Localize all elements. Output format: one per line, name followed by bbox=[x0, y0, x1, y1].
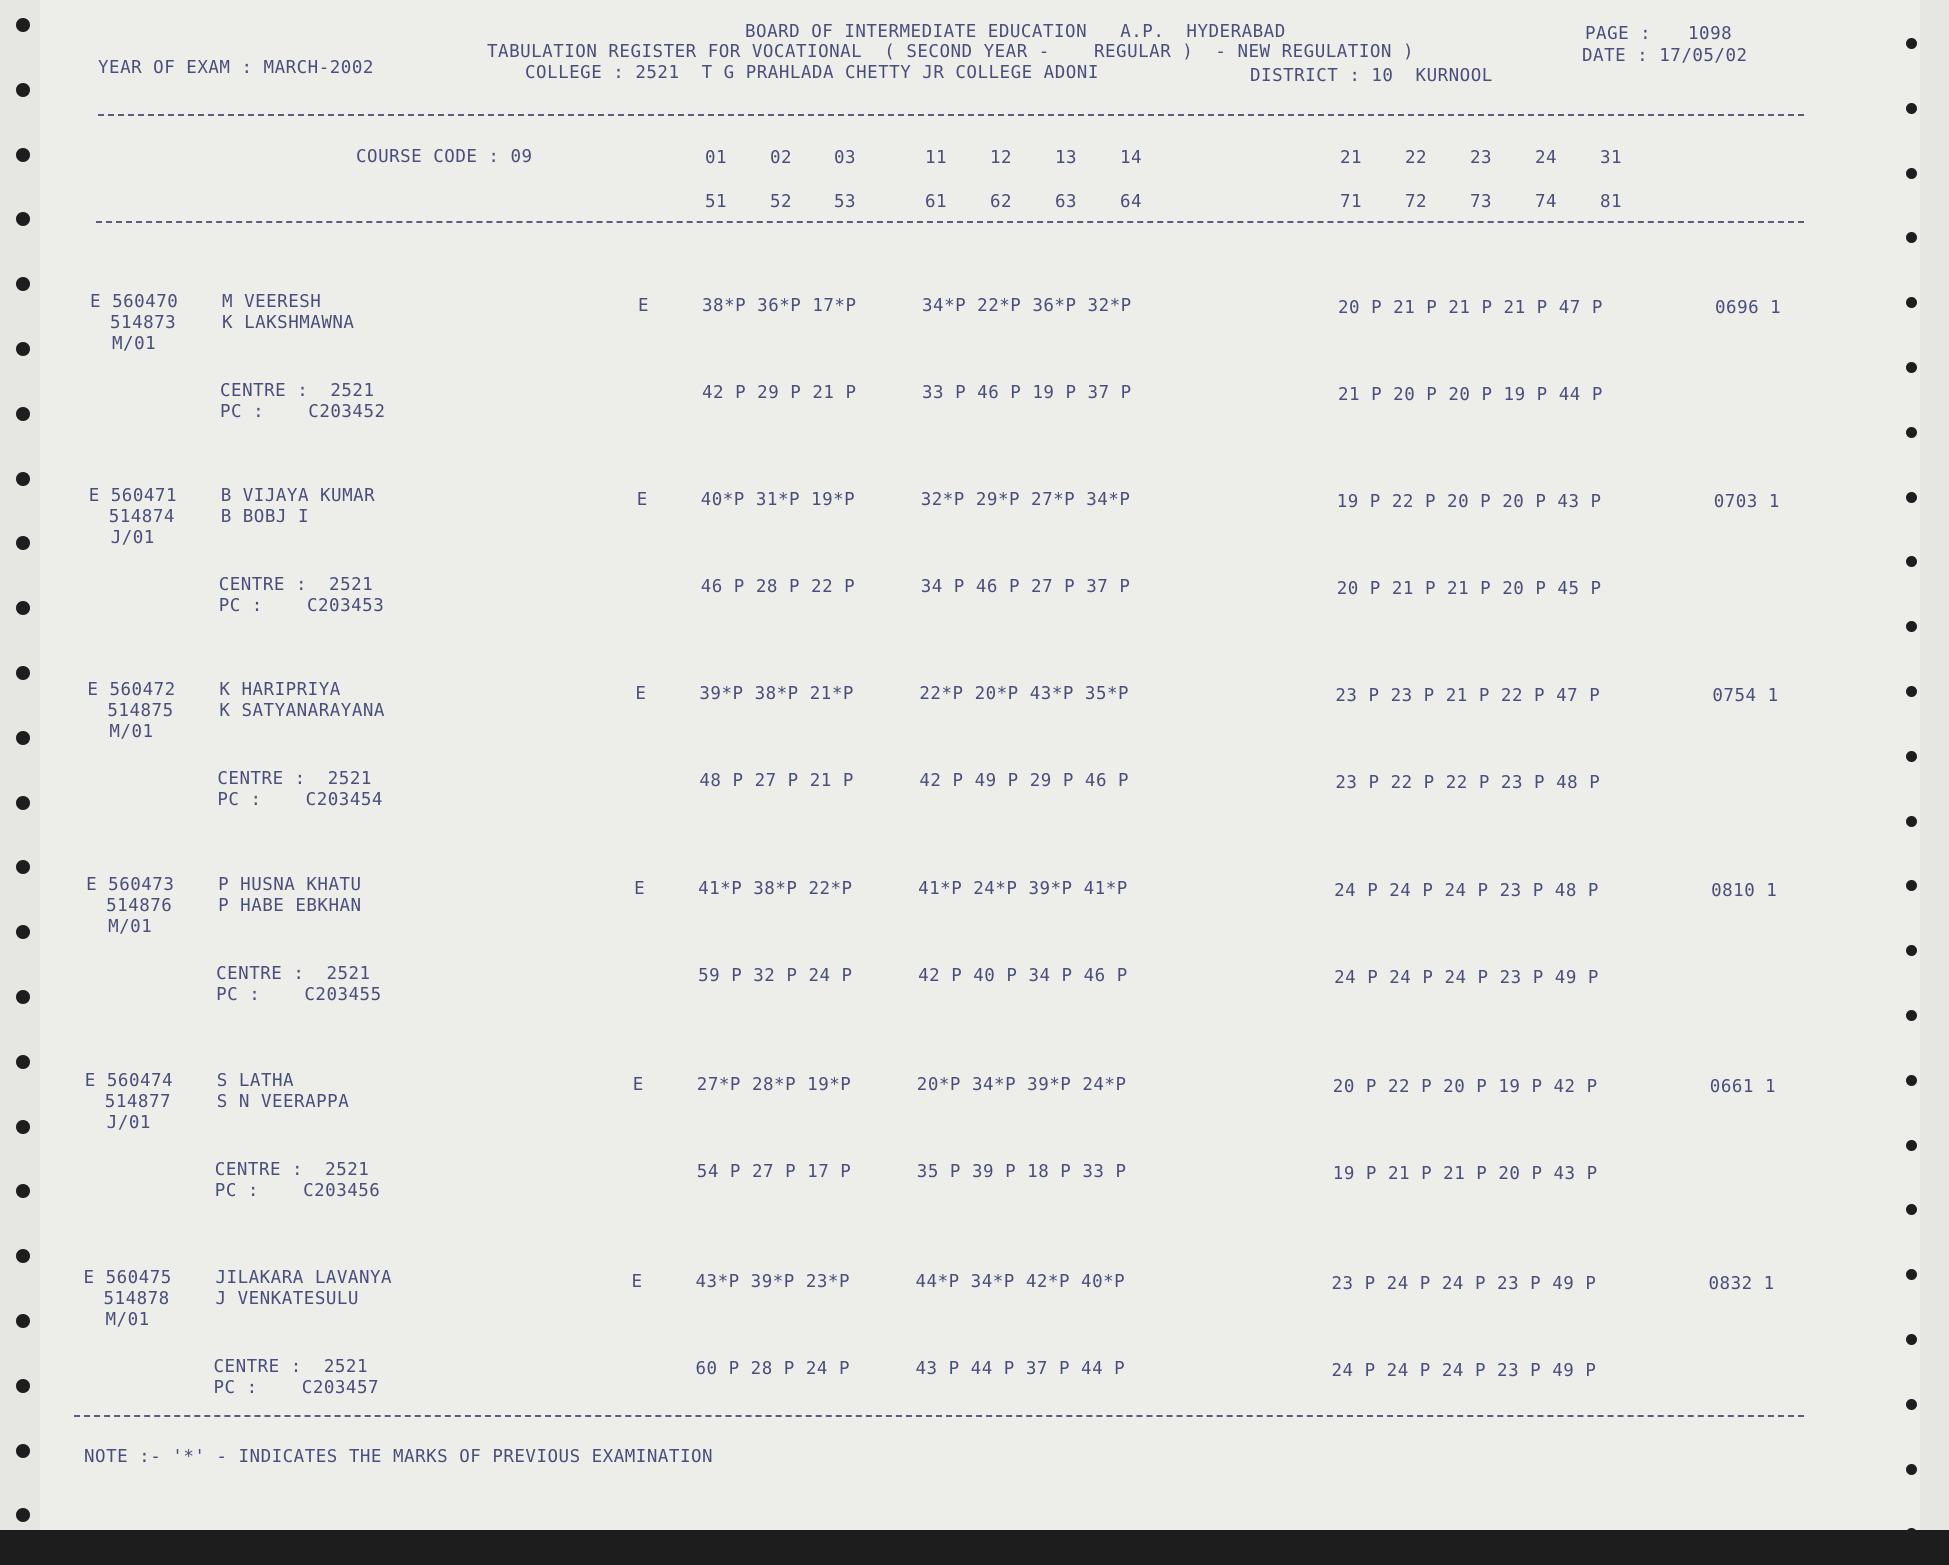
tractor-hole bbox=[1906, 38, 1917, 49]
tractor-hole bbox=[1906, 816, 1917, 827]
column-code: 03 bbox=[834, 148, 857, 168]
hall-ticket-number: 514874 bbox=[108, 507, 175, 527]
total-marks: 0696 1 bbox=[1715, 298, 1782, 318]
marks-group-1-row-2: 59 P 32 P 24 P bbox=[698, 966, 853, 986]
total-marks: 0810 1 bbox=[1711, 881, 1778, 901]
hall-ticket-number: 514878 bbox=[103, 1289, 170, 1309]
course-code: COURSE CODE : 09 bbox=[356, 147, 533, 167]
marks-group-2-row-2: 42 P 49 P 29 P 46 P bbox=[919, 771, 1130, 791]
marks-group-3: 23 P 23 P 21 P 22 P 47 P bbox=[1335, 686, 1601, 706]
marks-group-2-row-2: 43 P 44 P 37 P 44 P bbox=[915, 1359, 1126, 1379]
tractor-hole bbox=[16, 860, 30, 874]
tractor-hole bbox=[1906, 556, 1917, 567]
marks-group-3: 23 P 24 P 24 P 23 P 49 P bbox=[1331, 1274, 1597, 1294]
group-code: J/01 bbox=[106, 1113, 151, 1133]
tractor-hole bbox=[1906, 103, 1917, 114]
total-marks: 0754 1 bbox=[1712, 686, 1779, 706]
marks-group-1: 39*P 38*P 21*P bbox=[699, 684, 854, 704]
tractor-hole bbox=[16, 731, 30, 745]
tractor-hole bbox=[1906, 1269, 1917, 1280]
column-code: 02 bbox=[770, 148, 793, 168]
tractor-hole bbox=[16, 1508, 30, 1522]
roll-number: E 560473 bbox=[86, 875, 175, 895]
marks-group-2: 22*P 20*P 43*P 35*P bbox=[919, 684, 1130, 704]
pc-number: PC : C203456 bbox=[214, 1181, 381, 1201]
marks-group-3: 20 P 22 P 20 P 19 P 42 P bbox=[1332, 1077, 1598, 1097]
column-code: 14 bbox=[1120, 148, 1143, 168]
group-code: M/01 bbox=[105, 1310, 150, 1330]
column-code: 74 bbox=[1535, 192, 1558, 212]
roll-number: E 560470 bbox=[90, 292, 179, 312]
marks-group-1-row-2: 46 P 28 P 22 P bbox=[700, 577, 856, 597]
marks-group-1: 43*P 39*P 23*P bbox=[695, 1272, 851, 1292]
centre-code: CENTRE : 2521 bbox=[218, 575, 374, 595]
hall-ticket-number: 514876 bbox=[106, 896, 173, 916]
tractor-holes-left bbox=[4, 0, 34, 1530]
parent-name: K SATYANARAYANA bbox=[219, 701, 385, 721]
marks-group-2-row-2: 34 P 46 P 27 P 37 P bbox=[920, 577, 1131, 597]
marks-group-1-row-2: 54 P 27 P 17 P bbox=[696, 1162, 852, 1182]
tractor-hole bbox=[1906, 297, 1917, 308]
tractor-hole bbox=[1906, 492, 1917, 503]
marks-group-1-row-2: 48 P 27 P 21 P bbox=[699, 771, 854, 791]
college-line: COLLEGE : 2521 T G PRAHLADA CHETTY JR COLLEGE ADONI bbox=[525, 63, 1099, 83]
marks-group-3-row-2: 23 P 22 P 22 P 23 P 48 P bbox=[1335, 773, 1601, 793]
tractor-hole bbox=[1906, 427, 1917, 438]
tractor-hole bbox=[16, 796, 30, 810]
tractor-hole bbox=[16, 83, 30, 97]
header-rule bbox=[98, 114, 1804, 116]
total-marks: 0703 1 bbox=[1713, 492, 1780, 512]
pc-number: PC : C203457 bbox=[213, 1378, 380, 1398]
parent-name: B BOBJ I bbox=[220, 507, 309, 527]
tractor-hole bbox=[1906, 880, 1917, 891]
student-name: JILAKARA LAVANYA bbox=[215, 1268, 393, 1288]
marks-group-2: 44*P 34*P 42*P 40*P bbox=[915, 1272, 1126, 1292]
scanner-edge bbox=[0, 1530, 1949, 1565]
page-label: PAGE : bbox=[1585, 24, 1652, 44]
student-name: B VIJAYA KUMAR bbox=[220, 486, 376, 506]
pc-number: PC : C203452 bbox=[220, 402, 386, 422]
marks-group-2: 20*P 34*P 39*P 24*P bbox=[916, 1075, 1127, 1095]
tractor-hole bbox=[1906, 168, 1917, 179]
roll-number: E 560475 bbox=[83, 1268, 172, 1288]
column-code: 63 bbox=[1055, 192, 1078, 212]
tractor-hole bbox=[1906, 1334, 1917, 1345]
marks-group-1: 38*P 36*P 17*P bbox=[702, 296, 857, 316]
footer-rule bbox=[74, 1415, 1804, 1417]
tractor-hole bbox=[1906, 621, 1917, 632]
medium-code: E bbox=[634, 879, 646, 899]
marks-group-2-row-2: 33 P 46 P 19 P 37 P bbox=[922, 383, 1132, 403]
medium-code: E bbox=[635, 684, 647, 704]
medium-code: E bbox=[636, 490, 648, 510]
tractor-hole bbox=[16, 148, 30, 162]
hall-ticket-number: 514875 bbox=[107, 701, 174, 721]
year-of-exam: YEAR OF EXAM : MARCH-2002 bbox=[98, 58, 374, 78]
tractor-hole bbox=[16, 1120, 30, 1134]
tractor-hole bbox=[16, 990, 30, 1004]
marks-group-1: 27*P 28*P 19*P bbox=[696, 1075, 852, 1095]
column-code: 71 bbox=[1340, 192, 1363, 212]
column-code: 31 bbox=[1600, 148, 1623, 168]
tractor-hole bbox=[1906, 686, 1917, 697]
column-code: 21 bbox=[1340, 148, 1363, 168]
marks-group-1: 40*P 31*P 19*P bbox=[700, 490, 856, 510]
marks-group-3: 19 P 22 P 20 P 20 P 43 P bbox=[1336, 492, 1602, 512]
tractor-hole bbox=[16, 1379, 30, 1393]
group-code: M/01 bbox=[108, 917, 153, 937]
column-code: 12 bbox=[990, 148, 1013, 168]
tractor-hole bbox=[16, 1314, 30, 1328]
tractor-holes-right bbox=[1898, 0, 1928, 1530]
tractor-hole bbox=[16, 666, 30, 680]
parent-name: S N VEERAPPA bbox=[216, 1092, 350, 1112]
roll-number: E 560472 bbox=[87, 680, 176, 700]
centre-code: CENTRE : 2521 bbox=[216, 964, 371, 984]
district-line: DISTRICT : 10 KURNOOL bbox=[1250, 66, 1493, 86]
column-code: 22 bbox=[1405, 148, 1428, 168]
tractor-hole bbox=[1906, 1464, 1917, 1475]
group-code: J/01 bbox=[110, 528, 155, 548]
tractor-hole bbox=[1906, 1399, 1917, 1410]
marks-group-2: 41*P 24*P 39*P 41*P bbox=[918, 879, 1128, 899]
column-code: 11 bbox=[925, 148, 948, 168]
column-code: 72 bbox=[1405, 192, 1428, 212]
marks-group-3-row-2: 24 P 24 P 24 P 23 P 49 P bbox=[1334, 968, 1599, 988]
tractor-hole bbox=[16, 536, 30, 550]
marks-group-2-row-2: 42 P 40 P 34 P 46 P bbox=[918, 966, 1128, 986]
marks-group-3-row-2: 21 P 20 P 20 P 19 P 44 P bbox=[1338, 385, 1603, 405]
tractor-hole bbox=[1906, 751, 1917, 762]
tractor-hole bbox=[1906, 1010, 1917, 1021]
marks-group-3-row-2: 24 P 24 P 24 P 23 P 49 P bbox=[1331, 1361, 1597, 1381]
column-code: 53 bbox=[834, 192, 857, 212]
tractor-hole bbox=[1906, 232, 1917, 243]
tractor-hole bbox=[16, 472, 30, 486]
tractor-hole bbox=[16, 212, 30, 226]
roll-number: E 560471 bbox=[88, 486, 177, 506]
tractor-hole bbox=[1906, 362, 1917, 373]
tractor-hole bbox=[16, 925, 30, 939]
column-code: 81 bbox=[1600, 192, 1623, 212]
marks-group-2: 34*P 22*P 36*P 32*P bbox=[922, 296, 1132, 316]
tractor-hole bbox=[16, 1249, 30, 1263]
marks-group-3-row-2: 19 P 21 P 21 P 20 P 43 P bbox=[1332, 1164, 1598, 1184]
tractor-hole bbox=[16, 1444, 30, 1458]
footnote: NOTE :- '*' - INDICATES THE MARKS OF PREVIOUS EXAMINATION bbox=[84, 1447, 714, 1467]
tractor-hole bbox=[1906, 1140, 1917, 1151]
centre-code: CENTRE : 2521 bbox=[214, 1160, 370, 1180]
marks-group-2: 32*P 29*P 27*P 34*P bbox=[920, 490, 1131, 510]
hall-ticket-number: 514877 bbox=[104, 1092, 172, 1112]
medium-code: E bbox=[631, 1272, 643, 1292]
roll-number: E 560474 bbox=[84, 1071, 174, 1091]
parent-name: J VENKATESULU bbox=[215, 1289, 359, 1309]
marks-group-3-row-2: 20 P 21 P 21 P 20 P 45 P bbox=[1336, 579, 1602, 599]
tractor-hole bbox=[16, 1055, 30, 1069]
page-number: 1098 bbox=[1688, 24, 1733, 44]
print-date: DATE : 17/05/02 bbox=[1582, 46, 1748, 66]
column-code: 23 bbox=[1470, 148, 1493, 168]
marks-group-1-row-2: 42 P 29 P 21 P bbox=[702, 383, 857, 403]
centre-code: CENTRE : 2521 bbox=[217, 769, 372, 789]
pc-number: PC : C203455 bbox=[216, 985, 382, 1005]
column-code: 61 bbox=[925, 192, 948, 212]
student-name: M VEERESH bbox=[222, 292, 322, 312]
marks-group-1: 41*P 38*P 22*P bbox=[698, 879, 853, 899]
group-code: M/01 bbox=[109, 722, 154, 742]
student-name: S LATHA bbox=[216, 1071, 295, 1091]
column-code: 01 bbox=[705, 148, 728, 168]
tractor-hole bbox=[1906, 945, 1917, 956]
hall-ticket-number: 514873 bbox=[110, 313, 177, 333]
column-code: 51 bbox=[705, 192, 728, 212]
group-code: M/01 bbox=[112, 334, 157, 354]
column-code: 62 bbox=[990, 192, 1013, 212]
marks-group-1-row-2: 60 P 28 P 24 P bbox=[695, 1359, 851, 1379]
student-name: P HUSNA KHATU bbox=[218, 875, 362, 895]
register-title: TABULATION REGISTER FOR VOCATIONAL ( SECOND YEAR - REGULAR ) - NEW REGULATION ) bbox=[487, 42, 1415, 62]
student-name: K HARIPRIYA bbox=[219, 680, 341, 700]
board-title: BOARD OF INTERMEDIATE EDUCATION A.P. HYDERABAD bbox=[745, 22, 1286, 42]
column-code: 13 bbox=[1055, 148, 1078, 168]
marks-group-3: 20 P 21 P 21 P 21 P 47 P bbox=[1338, 298, 1603, 318]
parent-name: K LAKSHMAWNA bbox=[222, 313, 355, 333]
medium-code: E bbox=[638, 296, 650, 316]
pc-number: PC : C203453 bbox=[218, 596, 385, 616]
tractor-hole bbox=[16, 601, 30, 615]
column-header-rule bbox=[96, 221, 1804, 223]
medium-code: E bbox=[632, 1075, 644, 1095]
tractor-hole bbox=[1906, 1075, 1917, 1086]
tractor-hole bbox=[16, 18, 30, 32]
marks-group-3: 24 P 24 P 24 P 23 P 48 P bbox=[1334, 881, 1599, 901]
column-code: 64 bbox=[1120, 192, 1143, 212]
column-code: 52 bbox=[770, 192, 793, 212]
centre-code: CENTRE : 2521 bbox=[220, 381, 375, 401]
tractor-hole bbox=[16, 277, 30, 291]
parent-name: P HABE EBKHAN bbox=[218, 896, 362, 916]
tractor-hole bbox=[16, 342, 30, 356]
pc-number: PC : C203454 bbox=[217, 790, 383, 810]
total-marks: 0832 1 bbox=[1708, 1274, 1775, 1294]
tractor-hole bbox=[1906, 1204, 1917, 1215]
column-code: 73 bbox=[1470, 192, 1493, 212]
centre-code: CENTRE : 2521 bbox=[213, 1357, 369, 1377]
tractor-hole bbox=[16, 407, 30, 421]
marks-group-2-row-2: 35 P 39 P 18 P 33 P bbox=[916, 1162, 1127, 1182]
tractor-hole bbox=[16, 1184, 30, 1198]
total-marks: 0661 1 bbox=[1709, 1077, 1777, 1097]
column-code: 24 bbox=[1535, 148, 1558, 168]
